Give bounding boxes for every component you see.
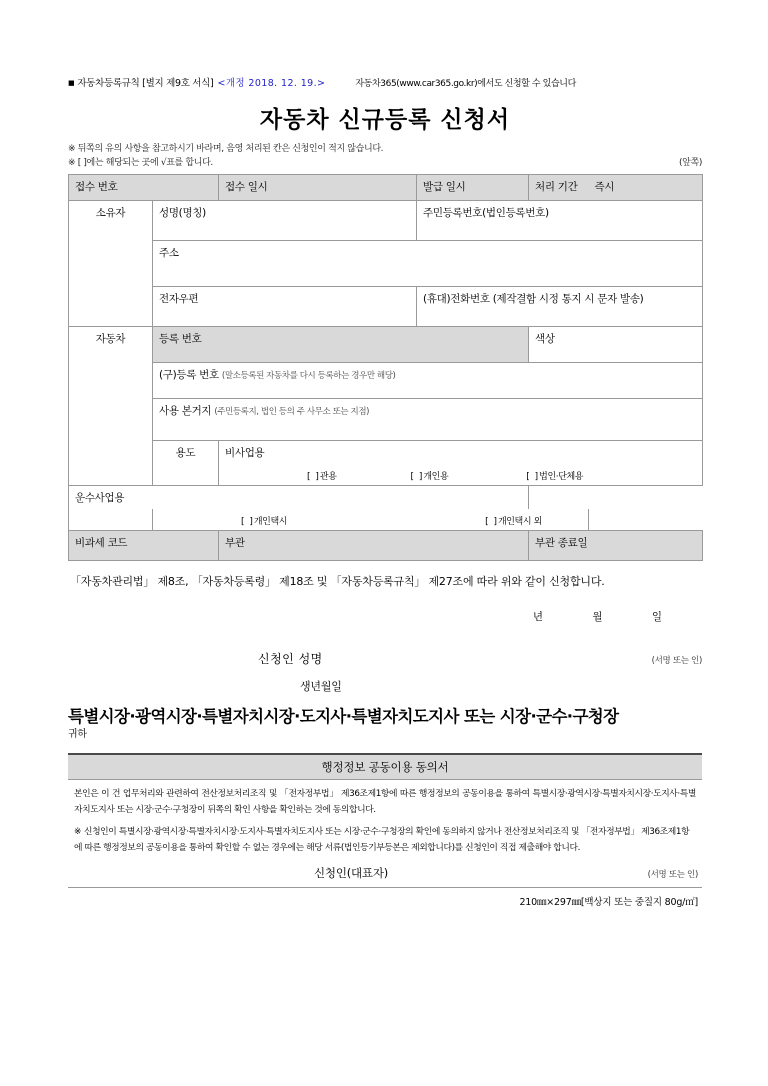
vehicle-old-reg-row (69, 363, 703, 399)
checkbox-box[interactable]: [ ] (526, 471, 540, 482)
consent-body-text: 본인은 이 건 업무처리와 관련하여 전산정보처리조직 및 「전자정부법」 제36조제1항에 따른 행정정보의 공동이용을 통하여 특별시장·광역시장·특별자치시장·도지사·특별자치도지사 또는 시장·군수·구청장이 뒤쪽의 확인 사항을 확인하는 것에 동의합니다. (74, 789, 696, 815)
attachment-cell: 부관 (219, 531, 529, 561)
date-line (68, 609, 702, 624)
main-form-table (68, 174, 703, 561)
applicant-birthdate-label: 생년월일 (300, 680, 342, 694)
vehicle-color-cell: 색상 (529, 327, 703, 363)
consent-note-block (68, 822, 702, 859)
vehicle-home-base-row (69, 399, 703, 441)
transport-business-options-row (69, 509, 703, 531)
checkbox-option-gwanyong[interactable] (307, 469, 336, 482)
day-label: 일 (651, 611, 668, 624)
note-marker: ※ (74, 826, 81, 837)
signature-seal-note: (서명 또는 인) (651, 656, 702, 667)
consent-applicant-label: 신청인(대표자) (314, 865, 389, 880)
consent-signature-row (68, 859, 702, 887)
attachment-end-date-cell: 부관 종료일 (529, 531, 703, 561)
tax-exempt-code-cell: 비과세 코드 (69, 531, 219, 561)
page-side-mark: (앞쪽) (678, 158, 702, 169)
checkbox-label: 개인택시 외 (497, 516, 542, 527)
regulation-text: 자동차등록규칙 [별지 제9호 서식] (77, 78, 214, 89)
vehicle-purpose-label: 용도 (153, 441, 219, 486)
owner-address-row (69, 241, 703, 287)
receipt-header-row (69, 175, 703, 201)
purpose-label-spacer (69, 509, 153, 531)
consent-section (68, 753, 702, 887)
checkbox-label: 법인·단체용 (539, 471, 584, 482)
checkbox-label: 관용 (319, 471, 337, 482)
legal-statement: 「자동차관리법」 제8조, 「자동차등록령」 제18조 및 「자동차등록규칙」 제27조에 따라 위와 같이 신청합니다. (70, 575, 605, 589)
consent-note-text: 신청인이 특별시장·광역시장·특별자치시장·도지사·특별자치도지사 또는 시장·군수·구청장의 확인에 동의하지 않거나 전산정보처리조직 및 「전자정부법」 제36조제1항에 따른 행정정보의 공동이용을 통하여 확인할 수 없는 경우에는 해당 서류(법인등기부등본은 제외합니다)를 신청인이 직접 제출해야 합니다. (74, 826, 690, 853)
online-application-notice: 자동차365(www.car365.go.kr)에서도 신청할 수 있습니다 (355, 79, 576, 89)
tax-attachment-row (69, 531, 703, 561)
checkbox-box[interactable]: [ ] (307, 471, 320, 482)
owner-name-row (69, 201, 703, 241)
vehicle-reg-number-cell: 등록 번호 (153, 327, 529, 363)
vehicle-reg-row (69, 327, 703, 363)
checkbox-option-gaeinyong[interactable] (411, 469, 449, 482)
notice-line-1: ※ 뒤쪽의 유의 사항을 참고하시기 바라며, 음영 처리된 칸은 신청인이 적지 않습니다. (68, 144, 384, 155)
owner-section-label: 소유자 (69, 201, 153, 327)
applicant-signature-row (68, 650, 702, 667)
owner-address-cell: 주소 (153, 241, 703, 287)
form-sheet (68, 78, 702, 908)
checkbox-box[interactable]: [ ] (410, 471, 424, 482)
home-base-label: 사용 본거지 (159, 405, 212, 418)
owner-email-cell: 전자우편 (153, 287, 417, 327)
processing-period-label-cell: 처리 기간 (529, 175, 589, 201)
vehicle-section-label: 자동차 (69, 327, 153, 486)
revision-note: <개정 2018. 12. 19.> (217, 78, 326, 89)
vehicle-home-base-cell (153, 399, 703, 441)
notice-block (68, 143, 702, 171)
receipt-datetime-cell: 접수 일시 (219, 175, 417, 201)
notice-line-2: ※ [ ]에는 해당되는 곳에 √표를 합니다. (68, 158, 213, 169)
regulation-reference (68, 78, 213, 90)
owner-contact-row (69, 287, 703, 327)
checkbox-box[interactable]: [ ] (241, 516, 254, 527)
consent-signature-seal-note: (서명 또는 인) (647, 869, 698, 880)
old-reg-label: (구)등록 번호 (159, 369, 219, 382)
transport-business-label-cell: 운수사업용 (69, 486, 529, 509)
owner-phone-cell: (휴대)전화번호 (제작결함 시정 통지 시 문자 발송) (417, 287, 703, 327)
checkbox-option-beobin-danche[interactable] (526, 469, 583, 482)
checkbox-option-gaein-taxi-oe[interactable] (485, 514, 542, 527)
addressed-authority: 특별시장·광역시장·특별자치시장·도지사·특별자치도지사 또는 시장·군수·구청장 (68, 707, 619, 727)
issue-datetime-cell: 발급 일시 (417, 175, 529, 201)
owner-resident-id-cell: 주민등록번호(법인등록번호) (417, 201, 703, 241)
processing-period-value-cell: 즉시 (589, 175, 703, 201)
vehicle-purpose-nonbusiness-row (69, 441, 703, 464)
applicant-name-label: 신청인 성명 (258, 652, 323, 667)
consent-title: 행정정보 공동이용 동의서 (68, 755, 702, 780)
vehicle-old-reg-cell (153, 363, 703, 399)
owner-name-cell: 성명(명칭) (153, 201, 417, 241)
year-label: 년 (532, 611, 549, 624)
transport-business-options-cell (153, 509, 589, 531)
paper-specification: 210㎜×297㎜[백상지 또는 중질지 80g/㎡] (519, 896, 698, 908)
form-header-line (68, 78, 702, 90)
checkbox-label: 개인택시 (253, 516, 288, 527)
checkbox-box[interactable]: [ ] (485, 516, 498, 527)
page-title: 자동차 신규등록 신청서 (259, 107, 511, 134)
checkbox-option-gaein-taxi[interactable] (241, 514, 287, 527)
receipt-number-cell: 접수 번호 (69, 175, 219, 201)
checkbox-label: 개인용 (423, 471, 449, 482)
vehicle-purpose-transport-row (69, 486, 703, 509)
non-business-options-cell (219, 464, 703, 486)
non-business-label-cell: 비사업용 (219, 441, 703, 464)
bullet-icon: ■ (68, 79, 75, 88)
addressed-authority-suffix: 귀하 (68, 729, 87, 741)
old-reg-note: (말소등록된 자동차를 다시 등록하는 경우만 해당) (221, 371, 396, 382)
month-label: 월 (592, 611, 609, 624)
home-base-note: (주민등록지, 법인 등의 주 사무소 또는 지점) (214, 407, 370, 418)
